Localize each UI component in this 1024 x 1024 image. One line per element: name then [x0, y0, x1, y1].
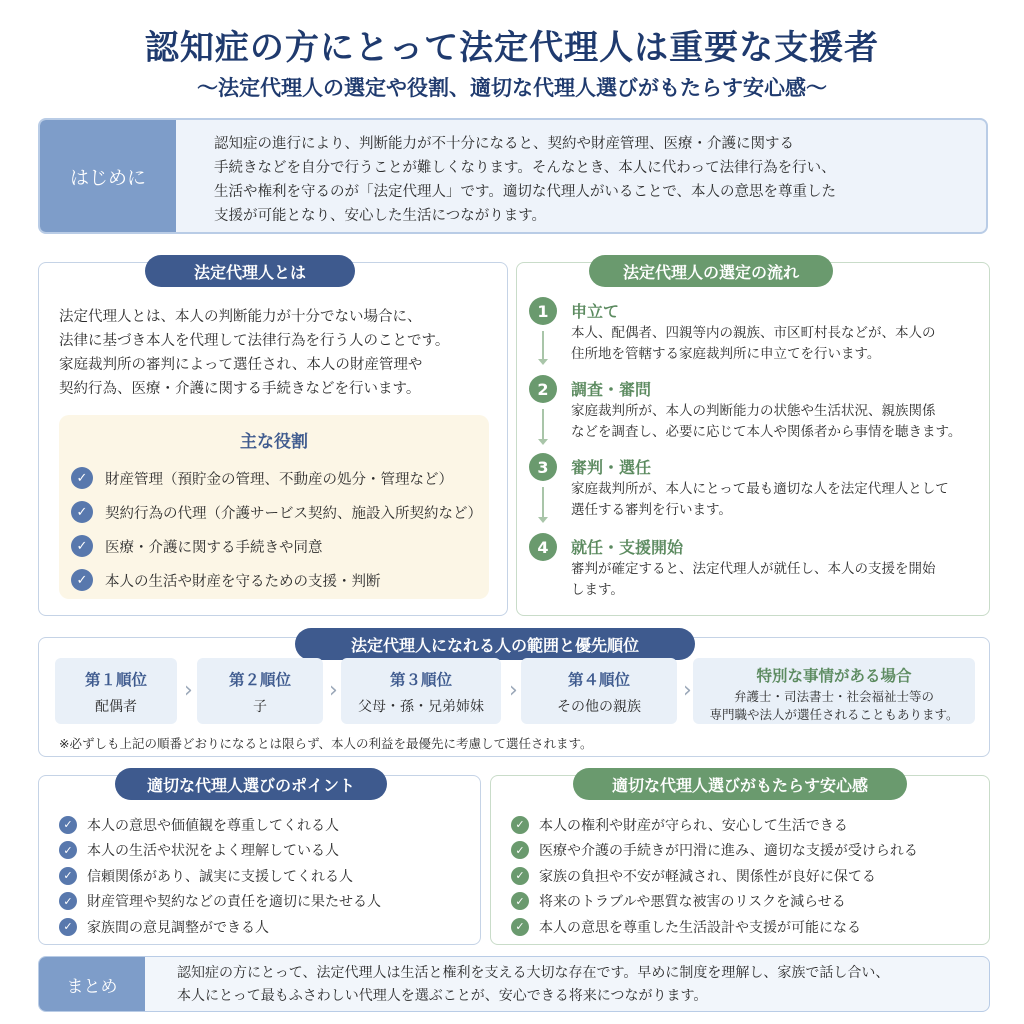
points-list: [59, 812, 381, 940]
check-icon: ✓: [511, 867, 529, 885]
intro-line: 認知症の進行により、判断能力が不十分になると、契約や財産管理、医療・介護に関する: [214, 136, 794, 152]
summary-text: [177, 962, 889, 1008]
check-icon: ✓: [59, 841, 77, 859]
check-icon: ✓: [59, 816, 77, 834]
chevron-right-icon: ›: [683, 678, 692, 703]
step-number: 4: [529, 533, 557, 561]
step-arrow-icon: [542, 487, 544, 517]
check-icon: ✓: [511, 841, 529, 859]
summary-line: 認知症の方にとって、法定代理人は生活と権利を支える大切な存在です。早めに制度を理解し、家族で話し合い、: [177, 965, 890, 981]
role-item: [71, 529, 482, 563]
list-item: [511, 914, 918, 940]
list-item-label: 本人の権利や財産が守られ、安心して生活できる: [539, 817, 848, 834]
step-title: 申立て: [571, 302, 620, 321]
check-icon: ✓: [511, 892, 529, 910]
check-icon: ✓: [59, 918, 77, 936]
check-icon: ✓: [511, 918, 529, 936]
relief-panel: [490, 775, 990, 945]
rank-title: 第１順位: [84, 671, 147, 689]
step-title: 審判・選任: [571, 458, 652, 477]
rank-label: その他の親族: [557, 699, 641, 715]
list-item-label: 家族間の意見調整ができる人: [87, 919, 269, 936]
about-line: 契約行為、医療・介護に関する手続きなどを行います。: [59, 381, 421, 397]
priority-special: [693, 658, 975, 724]
list-item: [59, 914, 381, 940]
list-item-label: 信頼関係があり、誠実に支援してくれる人: [87, 868, 353, 885]
step-line: 本人、配偶者、四親等内の親族、市区町村長などが、本人の: [571, 325, 936, 341]
page-subtitle: 〜法定代理人の選定や役割、適切な代理人選びがもたらす安心感〜: [197, 75, 827, 100]
role-label: 医療・介護に関する手続きや同意: [105, 539, 323, 556]
intro-label: はじめに: [40, 120, 176, 232]
roles-list: [71, 461, 482, 597]
intro-text: [214, 132, 974, 228]
priority-rank-1: [55, 658, 177, 724]
step-number: 3: [529, 453, 557, 481]
priority-note: ※必ずしも上記の順番どおりになるとは限らず、本人の利益を最優先に考慮して選任されます。: [59, 736, 593, 751]
step-text: [571, 323, 936, 365]
special-line: 弁護士・司法書士・社会福祉士等の: [733, 689, 934, 704]
check-icon: ✓: [71, 467, 93, 489]
check-icon: ✓: [71, 501, 93, 523]
check-icon: ✓: [59, 867, 77, 885]
points-panel: [38, 775, 481, 945]
check-icon: ✓: [59, 892, 77, 910]
role-item: [71, 461, 482, 495]
special-text: [693, 688, 975, 724]
step-line: 住所地を管轄する家庭裁判所に申立てを行います。: [571, 346, 881, 362]
list-item: [59, 838, 381, 864]
list-item-label: 財産管理や契約などの責任を適切に果たせる人: [87, 894, 381, 911]
relief-heading: 適切な代理人選びがもたらす安心感: [573, 768, 907, 800]
rank-label: 子: [253, 699, 267, 715]
special-title: 特別な事情がある場合: [756, 667, 912, 685]
rank-label: 配偶者: [95, 699, 137, 715]
rank-title: 第２順位: [228, 671, 291, 689]
list-item-label: 本人の意思や価値観を尊重してくれる人: [87, 817, 339, 834]
step-title: 調査・審問: [571, 380, 652, 399]
step-line: 家庭裁判所が、本人にとって最も適切な人を法定代理人として: [571, 481, 949, 497]
check-icon: ✓: [511, 816, 529, 834]
summary-section: [38, 956, 990, 1012]
about-heading: 法定代理人とは: [145, 255, 355, 287]
priority-rank-4: [521, 658, 677, 724]
step-arrow-icon: [542, 331, 544, 359]
page-title: 認知症の方にとって法定代理人は重要な支援者: [144, 28, 880, 68]
step-arrow-icon: [542, 409, 544, 439]
summary-line: 本人にとって最もふさわしい代理人を選ぶことが、安心できる将来につながります。: [177, 988, 708, 1004]
points-heading: 適切な代理人選びのポイント: [115, 768, 387, 800]
list-item: [511, 863, 918, 889]
roles-box: [59, 415, 489, 599]
role-label: 財産管理（預貯金の管理、不動産の処分・管理など）: [105, 471, 453, 488]
step-text: [571, 559, 936, 601]
about-line: 法定代理人とは、本人の判断能力が十分でない場合に、: [59, 309, 422, 325]
flow-heading: 法定代理人の選定の流れ: [589, 255, 833, 287]
role-label: 本人の生活や財産を守るための支援・判断: [105, 573, 381, 590]
about-panel: [38, 262, 508, 616]
priority-panel: [38, 637, 990, 757]
priority-rank-3: [341, 658, 501, 724]
intro-line: 支援が可能となり、安心した生活につながります。: [214, 208, 547, 224]
step-line: などを調査し、必要に応じて本人や関係者から事情を聴きます。: [571, 424, 962, 440]
check-icon: ✓: [71, 569, 93, 591]
relief-list: [511, 812, 918, 940]
list-item: [59, 889, 381, 915]
list-item-label: 医療や介護の手続きが円滑に進み、適切な支援が受けられる: [539, 843, 918, 860]
summary-label: まとめ: [39, 957, 145, 1011]
about-line: 法律に基づき本人を代理して法律行為を行う人のことです。: [59, 333, 450, 349]
role-item: [71, 563, 482, 597]
list-item: [511, 889, 918, 915]
priority-rank-2: [197, 658, 323, 724]
step-line: 審判が確定すると、法定代理人が就任し、本人の支援を開始: [571, 561, 936, 577]
step-number: 1: [529, 297, 557, 325]
step-line: 家庭裁判所が、本人の判断能力の状態や生活状況、親族関係: [571, 403, 936, 419]
step-text: [571, 479, 949, 521]
step-text: [571, 401, 961, 443]
rank-title: 第３順位: [389, 671, 452, 689]
special-line: 専門職や法人が選任されることもあります。: [709, 707, 959, 722]
list-item-label: 家族の負担や不安が軽減され、関係性が良好に保てる: [539, 868, 876, 885]
step-number: 2: [529, 375, 557, 403]
intro-line: 手続きなどを自分で行うことが難しくなります。そんなとき、本人に代わって法律行為を行い、: [214, 160, 836, 176]
rank-title: 第４順位: [567, 671, 630, 689]
step-line: 選任する審判を行います。: [571, 502, 732, 518]
intro-section: [38, 118, 988, 234]
about-paragraph: [59, 305, 499, 401]
flow-panel: [516, 262, 990, 616]
priority-heading: 法定代理人になれる人の範囲と優先順位: [295, 628, 695, 660]
step-title: 就任・支援開始: [571, 538, 684, 557]
role-item: [71, 495, 482, 529]
about-line: 家庭裁判所の審判によって選任され、本人の財産管理や: [59, 357, 423, 373]
rank-label: 父母・孫・兄弟姉妹: [358, 699, 484, 715]
intro-line: 生活や権利を守るのが「法定代理人」です。適切な代理人がいることで、本人の意思を尊重した: [214, 184, 837, 200]
roles-title: 主な役割: [240, 432, 308, 452]
check-icon: ✓: [71, 535, 93, 557]
list-item: [511, 838, 918, 864]
list-item-label: 本人の生活や状況をよく理解している人: [87, 843, 339, 860]
list-item-label: 本人の意思を尊重した生活設計や支援が可能になる: [539, 919, 861, 936]
list-item: [59, 812, 381, 838]
role-label: 契約行為の代理（介護サービス契約、施設入所契約など）: [105, 505, 482, 522]
list-item: [59, 863, 381, 889]
list-item: [511, 812, 918, 838]
chevron-right-icon: ›: [329, 678, 338, 703]
chevron-right-icon: ›: [184, 678, 193, 703]
list-item-label: 将来のトラブルや悪質な被害のリスクを減らせる: [539, 894, 846, 911]
step-line: します。: [571, 582, 624, 598]
chevron-right-icon: ›: [509, 678, 518, 703]
